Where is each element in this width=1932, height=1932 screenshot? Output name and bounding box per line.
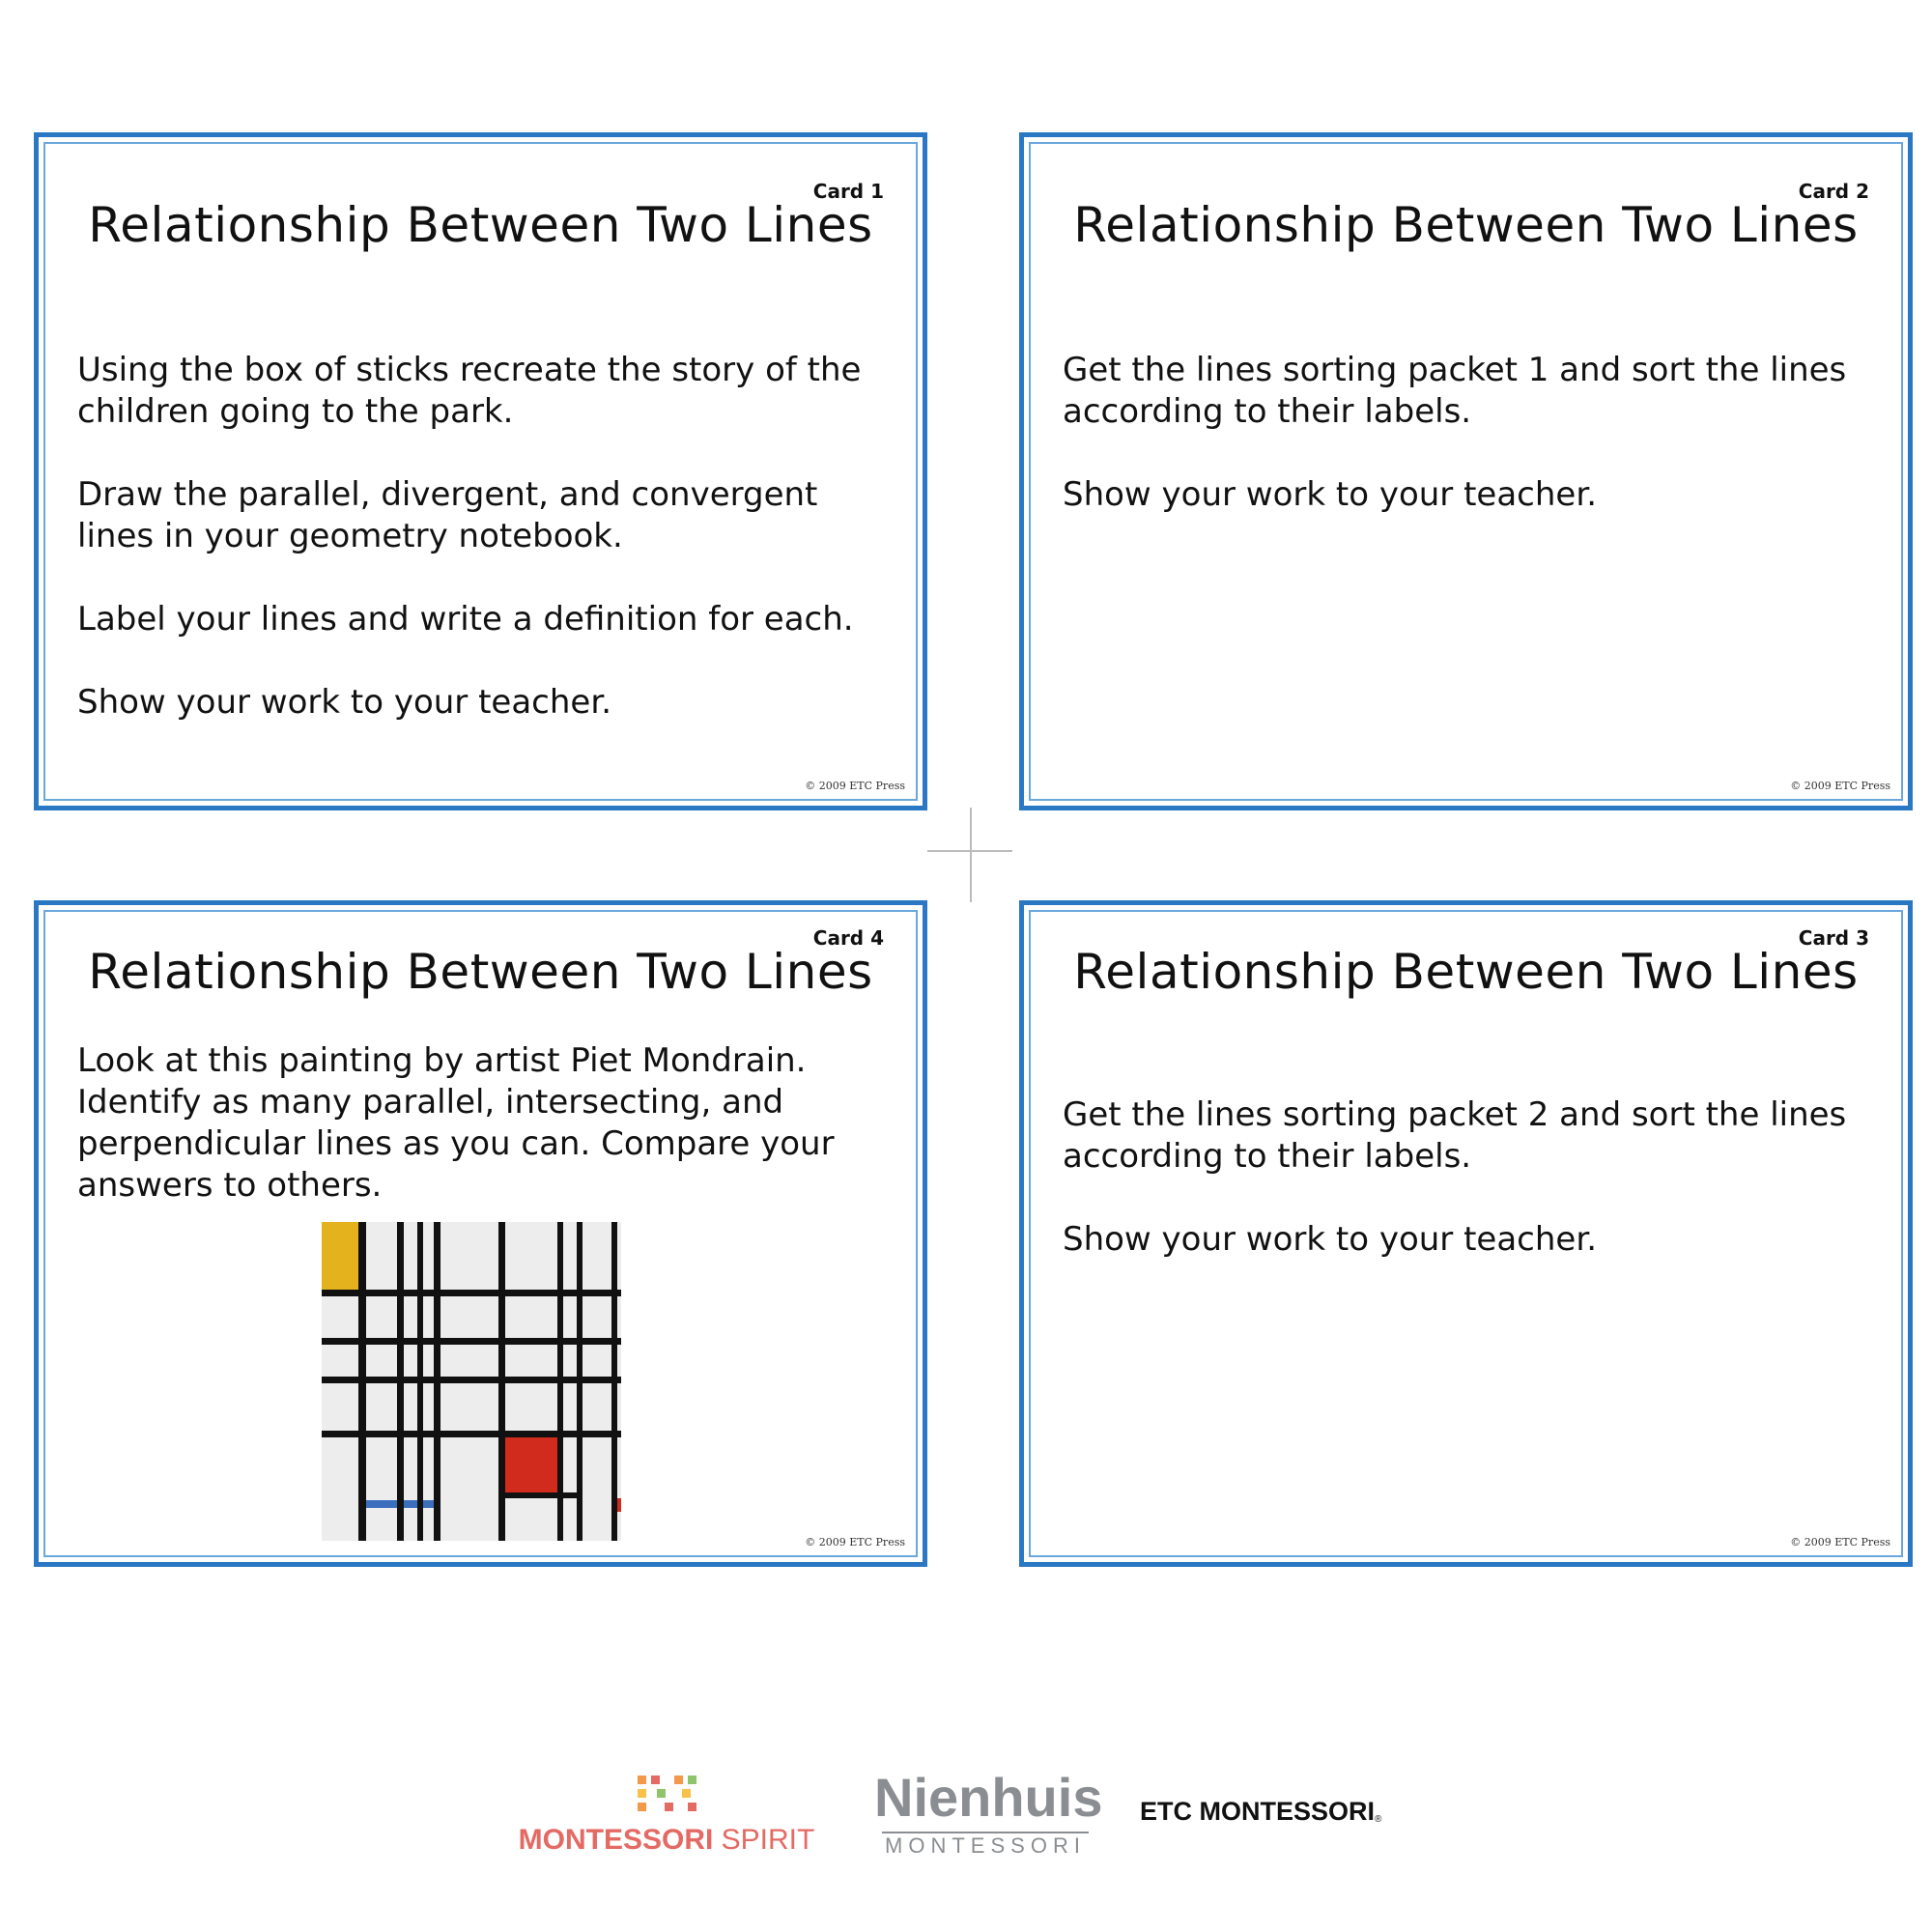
card-title: Relationship Between Two Lines bbox=[1073, 197, 1859, 253]
cut-mark-vertical bbox=[970, 808, 972, 902]
nienhuis-logo bbox=[874, 1766, 1103, 1862]
copyright-text: © 2009 ETC Press bbox=[1790, 1536, 1890, 1548]
card-title: Relationship Between Two Lines bbox=[1073, 944, 1859, 1000]
card-body bbox=[77, 350, 888, 765]
nienhuis-wordmark: Nienhuis bbox=[874, 1767, 1103, 1828]
card-paragraph: Show your work to your teacher. bbox=[1063, 475, 1597, 514]
mondrian-painting-image bbox=[322, 1222, 621, 1541]
card-paragraph: Look at this painting by artist Piet Mondrain. Identify as many parallel, intersecting, and perpendicular lines as you can. Compare your answers to others. bbox=[77, 1041, 835, 1205]
card-paragraph: Show your work to your teacher. bbox=[77, 683, 611, 722]
card-body bbox=[77, 1040, 888, 1248]
activity-card-3 bbox=[1019, 900, 1913, 1567]
brand-logos bbox=[0, 1758, 1932, 1864]
activity-card-2 bbox=[1019, 132, 1913, 810]
card-title: Relationship Between Two Lines bbox=[88, 197, 873, 253]
copyright-text: © 2009 ETC Press bbox=[1790, 780, 1890, 792]
card-title: Relationship Between Two Lines bbox=[88, 944, 873, 1000]
activity-card-1 bbox=[34, 132, 927, 810]
card-number: Card 2 bbox=[1798, 180, 1869, 203]
copyright-text: © 2009 ETC Press bbox=[805, 780, 905, 792]
card-number: Card 4 bbox=[812, 926, 884, 950]
card-paragraph: Get the lines sorting packet 1 and sort the lines according to their labels. bbox=[1063, 351, 1847, 431]
card-number: Card 1 bbox=[812, 180, 884, 203]
card-paragraph: Get the lines sorting packet 2 and sort the lines according to their labels. bbox=[1063, 1095, 1847, 1176]
activity-card-4 bbox=[34, 900, 927, 1567]
card-paragraph: Draw the parallel, divergent, and convergent lines in your geometry notebook. bbox=[77, 475, 818, 555]
etc-montessori-logo: ETC MONTESSORI® bbox=[1140, 1797, 1382, 1826]
montessori-spirit-logo bbox=[502, 1766, 831, 1862]
card-body bbox=[1063, 1094, 1873, 1302]
card-paragraph: Show your work to your teacher. bbox=[1063, 1220, 1597, 1259]
card-number: Card 3 bbox=[1798, 926, 1869, 950]
card-paragraph: Label your lines and write a definition for each. bbox=[77, 600, 854, 639]
spirit-mark-icon bbox=[502, 1766, 831, 1820]
copyright-text: © 2009 ETC Press bbox=[805, 1536, 905, 1548]
card-paragraph: Using the box of sticks recreate the story of the children going to the park. bbox=[77, 351, 862, 431]
nienhuis-subtitle: MONTESSORI bbox=[885, 1833, 1086, 1858]
montessori-spirit-wordmark: MONTESSORI SPIRIT bbox=[518, 1824, 815, 1856]
card-body bbox=[1063, 350, 1873, 557]
